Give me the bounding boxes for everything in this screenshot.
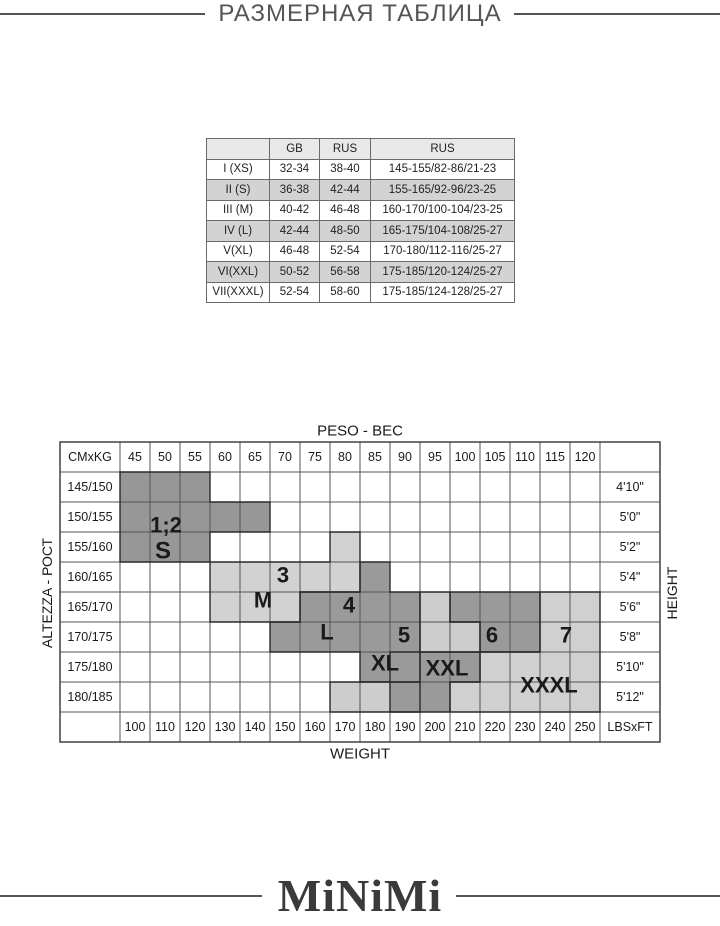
weight-lbs-label: 250 [574, 720, 596, 734]
weight-lbs-label: 230 [514, 720, 536, 734]
height-ft-label: 5'12" [616, 690, 644, 704]
weight-kg-label: 120 [574, 450, 596, 464]
weight-lbs-label: 210 [454, 720, 476, 734]
corner-label-lbsxft: LBSxFT [607, 720, 653, 734]
weight-kg-label: 95 [428, 450, 442, 464]
zone-size-label: M [253, 587, 273, 613]
weight-kg-label: 45 [128, 450, 142, 464]
weight-lbs-label: 140 [244, 720, 266, 734]
weight-lbs-label: 160 [304, 720, 326, 734]
weight-kg-label: 90 [398, 450, 412, 464]
weight-kg-label: 80 [338, 450, 352, 464]
weight-lbs-label: 170 [334, 720, 356, 734]
size-table-cell: II (S) [207, 180, 270, 201]
size-table-cell: VII(XXXL) [207, 282, 270, 303]
height-ft-label: 5'0" [619, 510, 641, 524]
height-cm-label: 150/155 [67, 510, 113, 524]
weight-kg-label: 115 [545, 450, 565, 464]
minimi-logo: MiNiMi [0, 866, 720, 926]
size-table-cell: 155-165/92-96/23-25 [371, 180, 515, 201]
height-cm-label: 170/175 [67, 630, 113, 644]
weight-kg-label: 70 [278, 450, 292, 464]
height-ft-label: 5'6" [619, 600, 641, 614]
size-table-cell: 48-50 [320, 221, 371, 242]
size-table-cell: IV (L) [207, 221, 270, 242]
weight-kg-label: 60 [218, 450, 232, 464]
axis-title-right: HEIGHT [664, 566, 680, 620]
axis-title-top: PESO - BEC [317, 422, 403, 440]
size-table-cell: 52-54 [270, 282, 320, 303]
size-table-header-cell: RUS [371, 139, 515, 160]
zone-size-label: XL [370, 650, 400, 676]
size-table-header-cell: RUS [320, 139, 371, 160]
zone-number-label: 4 [342, 592, 356, 618]
size-table-cell: III (M) [207, 200, 270, 221]
height-ft-label: 5'10" [616, 660, 644, 674]
size-table-cell: 46-48 [320, 200, 371, 221]
height-cm-label: 175/180 [67, 660, 113, 674]
weight-lbs-label: 110 [155, 720, 175, 734]
weight-kg-label: 55 [188, 450, 202, 464]
size-table-cell: 50-52 [270, 262, 320, 283]
size-table-cell: 58-60 [320, 282, 371, 303]
size-table-cell: 56-58 [320, 262, 371, 283]
weight-lbs-label: 150 [274, 720, 296, 734]
weight-kg-label: 85 [368, 450, 382, 464]
weight-lbs-label: 220 [484, 720, 506, 734]
size-table-cell: 42-44 [270, 221, 320, 242]
size-table-cell: 32-34 [270, 159, 320, 180]
corner-label-cmxkg: CMxKG [68, 450, 112, 464]
size-table-cell: 170-180/112-116/25-27 [371, 241, 515, 262]
zone-size-label: XXL [425, 655, 469, 681]
size-table-cell: 165-175/104-108/25-27 [371, 221, 515, 242]
height-ft-label: 5'8" [619, 630, 641, 644]
size-table-cell: 40-42 [270, 200, 320, 221]
weight-kg-label: 50 [158, 450, 172, 464]
zone-number-label: 3 [276, 562, 290, 588]
zone-size-label: S [154, 537, 172, 565]
weight-lbs-label: 130 [214, 720, 236, 734]
weight-lbs-label: 120 [184, 720, 206, 734]
size-table-cell: 145-155/82-86/21-23 [371, 159, 515, 180]
height-cm-label: 180/185 [67, 690, 113, 704]
height-cm-label: 160/165 [67, 570, 113, 584]
weight-lbs-label: 200 [424, 720, 446, 734]
weight-kg-label: 100 [454, 450, 476, 464]
height-ft-label: 4'10" [616, 480, 644, 494]
weight-kg-label: 75 [308, 450, 322, 464]
zone-number-label: 7 [559, 622, 573, 648]
height-cm-label: 165/170 [67, 600, 113, 614]
weight-lbs-label: 100 [124, 720, 146, 734]
size-table-cell: 42-44 [320, 180, 371, 201]
size-table-cell: 38-40 [320, 159, 371, 180]
zone-number-label: 6 [485, 622, 499, 648]
size-table-cell: V(XL) [207, 241, 270, 262]
weight-lbs-label: 190 [394, 720, 416, 734]
size-table-cell: 52-54 [320, 241, 371, 262]
weight-kg-label: 65 [248, 450, 262, 464]
size-table-cell: I (XS) [207, 159, 270, 180]
size-table-cell: VI(XXL) [207, 262, 270, 283]
weight-kg-label: 110 [515, 450, 535, 464]
height-cm-label: 145/150 [67, 480, 113, 494]
weight-lbs-label: 240 [544, 720, 566, 734]
zone-number-label: 5 [397, 622, 411, 648]
weight-kg-label: 105 [484, 450, 506, 464]
zone-number-label: 1;2 [150, 512, 182, 538]
height-ft-label: 5'2" [619, 540, 641, 554]
size-table-header-cell: GB [270, 139, 320, 160]
height-ft-label: 5'4" [619, 570, 641, 584]
zone-size-label: L [320, 619, 334, 645]
size-table-cell: 175-185/124-128/25-27 [371, 282, 515, 303]
size-table-cell: 36-38 [270, 180, 320, 201]
zone-size-label: XXXL [520, 672, 578, 698]
axis-title-bottom: WEIGHT [330, 745, 390, 763]
height-cm-label: 155/160 [67, 540, 113, 554]
size-table-cell: 46-48 [270, 241, 320, 262]
axis-title-left: ALTEZZA - РОСТ [39, 537, 55, 649]
page-title: РАЗМЕРНАЯ ТАБЛИЦА [0, 0, 720, 28]
size-table-cell: 175-185/120-124/25-27 [371, 262, 515, 283]
size-table-cell: 160-170/100-104/23-25 [371, 200, 515, 221]
weight-lbs-label: 180 [364, 720, 386, 734]
